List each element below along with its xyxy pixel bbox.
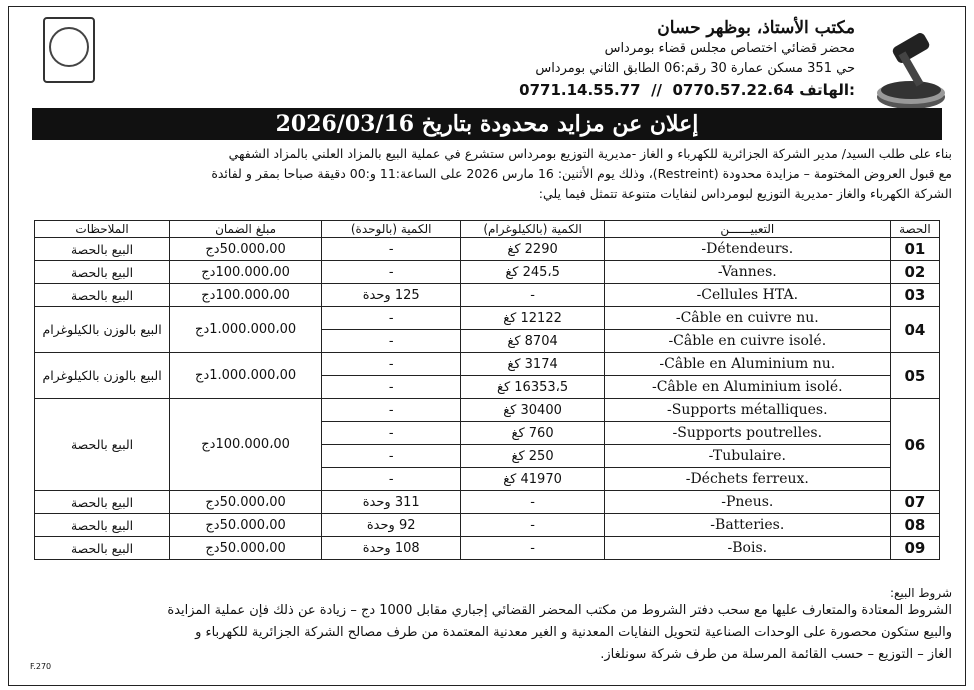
col-qty-kg: الكمية (بالكيلوغرام) xyxy=(461,221,605,238)
col-guarantee: مبلغ الضمان xyxy=(170,221,322,238)
table-row xyxy=(35,514,940,537)
item-qty-kg: 2290 كغ xyxy=(461,238,605,261)
lot-notes: البيع بالحصة xyxy=(35,537,170,560)
item-designation: -Bois. xyxy=(604,537,890,560)
item-qty-kg: 245،5 كغ xyxy=(461,261,605,284)
item-designation: -Câble en Aluminium isolé. xyxy=(604,376,890,399)
item-qty-unit: - xyxy=(322,261,461,284)
table-row xyxy=(35,307,940,330)
item-qty-kg: - xyxy=(461,537,605,560)
item-qty-unit: - xyxy=(322,445,461,468)
lot-number: 02 xyxy=(890,261,939,284)
lot-notes: البيع بالحصة xyxy=(35,284,170,307)
lot-number: 04 xyxy=(890,307,939,353)
item-qty-unit: - xyxy=(322,238,461,261)
item-qty-kg: 760 كغ xyxy=(461,422,605,445)
lot-number: 06 xyxy=(890,399,939,491)
lot-number: 05 xyxy=(890,353,939,399)
lot-notes: البيع بالحصة xyxy=(35,261,170,284)
lot-guarantee: 100.000،00دج xyxy=(170,399,322,491)
lot-guarantee: 50.000،00دج xyxy=(170,491,322,514)
item-qty-unit: 108 وحدة xyxy=(322,537,461,560)
lot-notes: البيع بالوزن بالكيلوغرام xyxy=(35,353,170,399)
item-designation: -Câble en Aluminium nu. xyxy=(604,353,890,376)
item-qty-unit: 125 وحدة xyxy=(322,284,461,307)
item-qty-unit: 92 وحدة xyxy=(322,514,461,537)
office-phones xyxy=(335,79,855,101)
lot-guarantee: 50.000،00دج xyxy=(170,514,322,537)
item-designation: -Tubulaire. xyxy=(604,445,890,468)
item-designation: -Cellules HTA. xyxy=(604,284,890,307)
terms-line-1: الشروط المعتادة والمتعارف عليها مع سحب دفتر الشروط من مكتب المحضر القضائي إجباري مقابل 1000 دج – زيادة عن ذلك فإن عملية المزايدة xyxy=(167,603,952,618)
lot-notes: البيع بالحصة xyxy=(35,491,170,514)
lot-guarantee: 50.000،00دج xyxy=(170,238,322,261)
item-qty-kg: 3174 كغ xyxy=(461,353,605,376)
item-designation: -Déchets ferreux. xyxy=(604,468,890,491)
terms-line-3: الغاز – التوزيع – حسب القائمة المرسلة من طرف شركة سونلغاز. xyxy=(600,647,952,662)
item-designation: -Supports métalliques. xyxy=(604,399,890,422)
item-qty-unit: - xyxy=(322,353,461,376)
item-qty-kg: 16353،5 كغ xyxy=(461,376,605,399)
lot-number: 09 xyxy=(890,537,939,560)
col-designation: التعبيــــــن xyxy=(604,221,890,238)
item-qty-kg: 41970 كغ xyxy=(461,468,605,491)
sale-terms xyxy=(12,586,952,666)
phone-2: 0771.14.55.77 xyxy=(519,81,641,99)
lot-number: 07 xyxy=(890,491,939,514)
table-row xyxy=(35,399,940,422)
lot-number: 01 xyxy=(890,238,939,261)
lot-number: 03 xyxy=(890,284,939,307)
reference-code: F.270 xyxy=(30,662,52,671)
item-designation: -Câble en cuivre nu. xyxy=(604,307,890,330)
item-designation: -Batteries. xyxy=(604,514,890,537)
item-qty-unit: - xyxy=(322,376,461,399)
item-designation: -Pneus. xyxy=(604,491,890,514)
bailiff-seal-logo xyxy=(43,17,95,83)
table-row xyxy=(35,238,940,261)
item-designation: -Supports poutrelles. xyxy=(604,422,890,445)
phone-label: الهاتف: xyxy=(799,81,855,99)
lot-guarantee: 100.000،00دج xyxy=(170,284,322,307)
lot-guarantee: 50.000،00دج xyxy=(170,537,322,560)
item-qty-kg: 250 كغ xyxy=(461,445,605,468)
table-row xyxy=(35,353,940,376)
item-qty-unit: - xyxy=(322,422,461,445)
intro-line-2: مع قبول العروض المختومة – مزايدة محدودة (Restreint)، وذلك يوم الأثنين: 16 مارس 2026 على الساعة:11 و:00 دقيقة صباحا بمقر و لفائدة xyxy=(211,166,952,181)
item-qty-kg: 12122 كغ xyxy=(461,307,605,330)
lot-notes: البيع بالحصة xyxy=(35,399,170,491)
lot-notes: البيع بالحصة xyxy=(35,238,170,261)
item-qty-kg: - xyxy=(461,491,605,514)
item-qty-kg: - xyxy=(461,284,605,307)
office-name: مكتب الأستاذ، بوظهر حسان xyxy=(657,18,855,38)
lot-guarantee: 1.000.000،00دج xyxy=(170,307,322,353)
office-address: حي 351 مسكن عمارة 30 رقم:06 الطابق الثاني بومرداس xyxy=(535,61,855,76)
lot-notes: البيع بالحصة xyxy=(35,514,170,537)
intro-line-1: بناء على طلب السيد/ مدير الشركة الجزائرية للكهرباء و الغاز -مديرية التوزيع بومرداس ستشرع في عملية البيع بالمزاد العلني بالمزاد الشفهي xyxy=(228,146,952,161)
table-row xyxy=(35,261,940,284)
lot-guarantee: 100.000،00دج xyxy=(170,261,322,284)
table-row xyxy=(35,284,940,307)
terms-title: شروط البيع: xyxy=(889,586,952,600)
item-qty-kg: 30400 كغ xyxy=(461,399,605,422)
announcement-title: إعلان عن مزايد محدودة بتاريخ 2026/03/16 xyxy=(32,108,942,140)
item-qty-unit: - xyxy=(322,399,461,422)
col-qty-unit: الكمية (بالوحدة) xyxy=(322,221,461,238)
item-qty-unit: - xyxy=(322,307,461,330)
seal-ring-icon xyxy=(49,27,89,67)
lots-table xyxy=(34,220,940,560)
lot-number: 08 xyxy=(890,514,939,537)
table-row xyxy=(35,537,940,560)
lot-guarantee: 1.000.000،00دج xyxy=(170,353,322,399)
item-designation: -Détendeurs. xyxy=(604,238,890,261)
item-qty-kg: 8704 كغ xyxy=(461,330,605,353)
item-designation: -Câble en cuivre isolé. xyxy=(604,330,890,353)
item-qty-unit: - xyxy=(322,330,461,353)
bailiff-header xyxy=(335,17,855,101)
phone-1: 0770.57.22.64 xyxy=(672,81,794,99)
item-qty-unit: 311 وحدة xyxy=(322,491,461,514)
item-designation: -Vannes. xyxy=(604,261,890,284)
intro-line-3: الشركة الكهرباء والغاز -مديرية التوزيع لبومرداس لنفايات متنوعة تتمثل فيما يلي: xyxy=(538,186,952,201)
terms-line-2: والبيع ستكون محصورة على الوحدات الصناعية لتحويل النفايات المعدنية و الغير معدنية المعتمدة من طرف مصالح الشركة الجزائرية للكهرباء و xyxy=(195,625,952,640)
gavel-icon xyxy=(871,17,949,113)
office-role: محضر قضائي اختصاص مجلس قضاء بومرداس xyxy=(604,41,855,56)
table-row xyxy=(35,491,940,514)
item-qty-kg: - xyxy=(461,514,605,537)
phone-separator: // xyxy=(651,81,663,99)
col-lot: الحصة xyxy=(890,221,939,238)
col-notes: الملاحظات xyxy=(35,221,170,238)
item-qty-unit: - xyxy=(322,468,461,491)
lot-notes: البيع بالوزن بالكيلوغرام xyxy=(35,307,170,353)
intro-paragraph xyxy=(12,144,952,204)
table-header-row xyxy=(35,221,940,238)
